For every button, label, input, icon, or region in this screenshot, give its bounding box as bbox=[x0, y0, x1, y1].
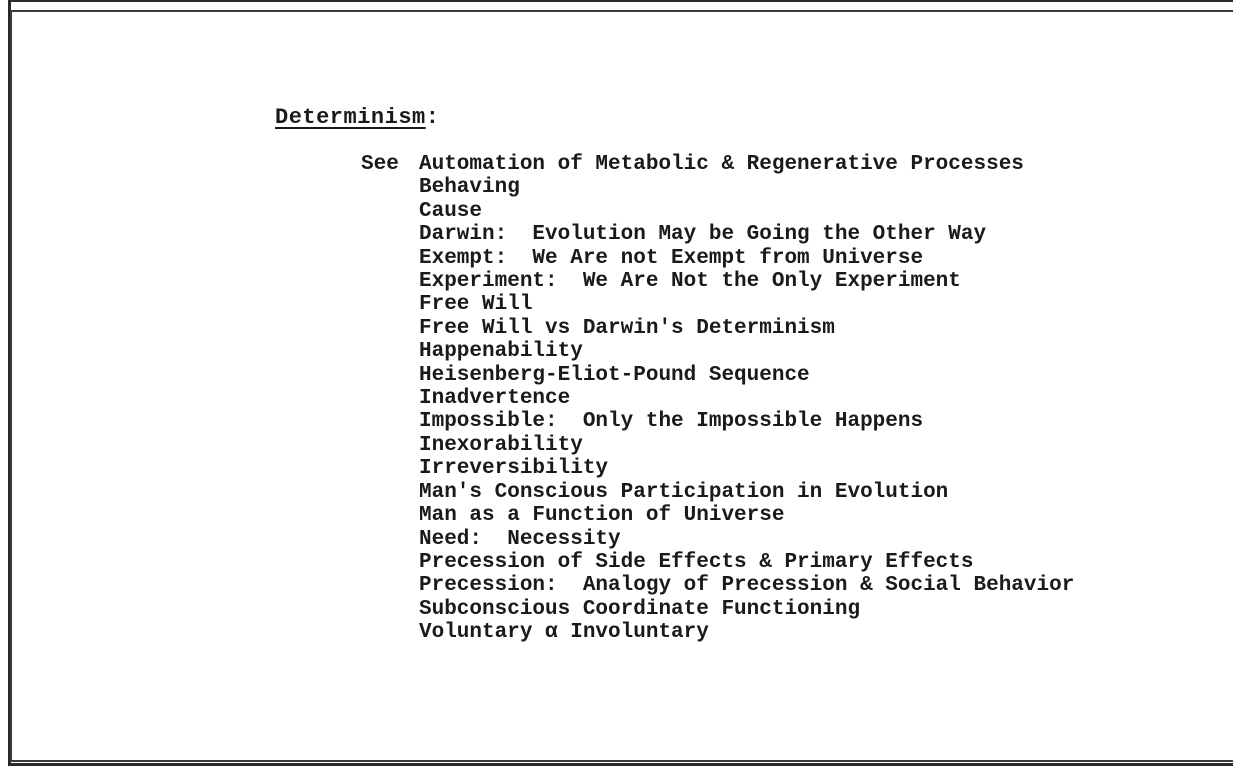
reference-item: Free Will vs Darwin's Determinism bbox=[419, 316, 835, 340]
reference-item: Inadvertence bbox=[419, 387, 571, 411]
reference-item: Darwin: Evolution May be Going the Other Way bbox=[419, 223, 987, 247]
reference-item: Behaving bbox=[419, 176, 520, 200]
reference-item: Exempt: We Are not Exempt from Universe bbox=[419, 246, 924, 270]
reference-item: Experiment: We Are Not the Only Experiment bbox=[419, 270, 961, 294]
reference-item: Happenability bbox=[419, 340, 583, 364]
reference-item: Free Will bbox=[419, 293, 533, 317]
reference-item: Inexorability bbox=[419, 433, 583, 457]
reference-item: Subconscious Coordinate Functioning bbox=[419, 597, 861, 621]
entry-heading bbox=[275, 105, 439, 130]
reference-item: Cause bbox=[419, 199, 483, 223]
reference-item: Irreversibility bbox=[419, 457, 609, 481]
reference-item: Impossible: Only the Impossible Happens bbox=[419, 410, 924, 434]
see-label: See bbox=[361, 153, 399, 176]
entry-heading-colon: : bbox=[425, 105, 440, 130]
reference-item: Man as a Function of Universe bbox=[419, 504, 785, 528]
reference-item: Man's Conscious Participation in Evolution bbox=[419, 480, 949, 504]
reference-item: Need: Necessity bbox=[419, 527, 621, 551]
reference-item: Precession: Analogy of Precession & Social Behavior bbox=[419, 574, 1075, 598]
reference-item: Voluntary α Involuntary bbox=[419, 621, 709, 645]
reference-item: Precession of Side Effects & Primary Effects bbox=[419, 550, 974, 574]
reference-item: Automation of Metabolic & Regenerative Processes bbox=[419, 153, 1024, 176]
reference-list bbox=[419, 153, 1074, 645]
entry-heading-term: Determinism bbox=[275, 105, 426, 130]
reference-item: Heisenberg-Eliot-Pound Sequence bbox=[419, 363, 810, 387]
